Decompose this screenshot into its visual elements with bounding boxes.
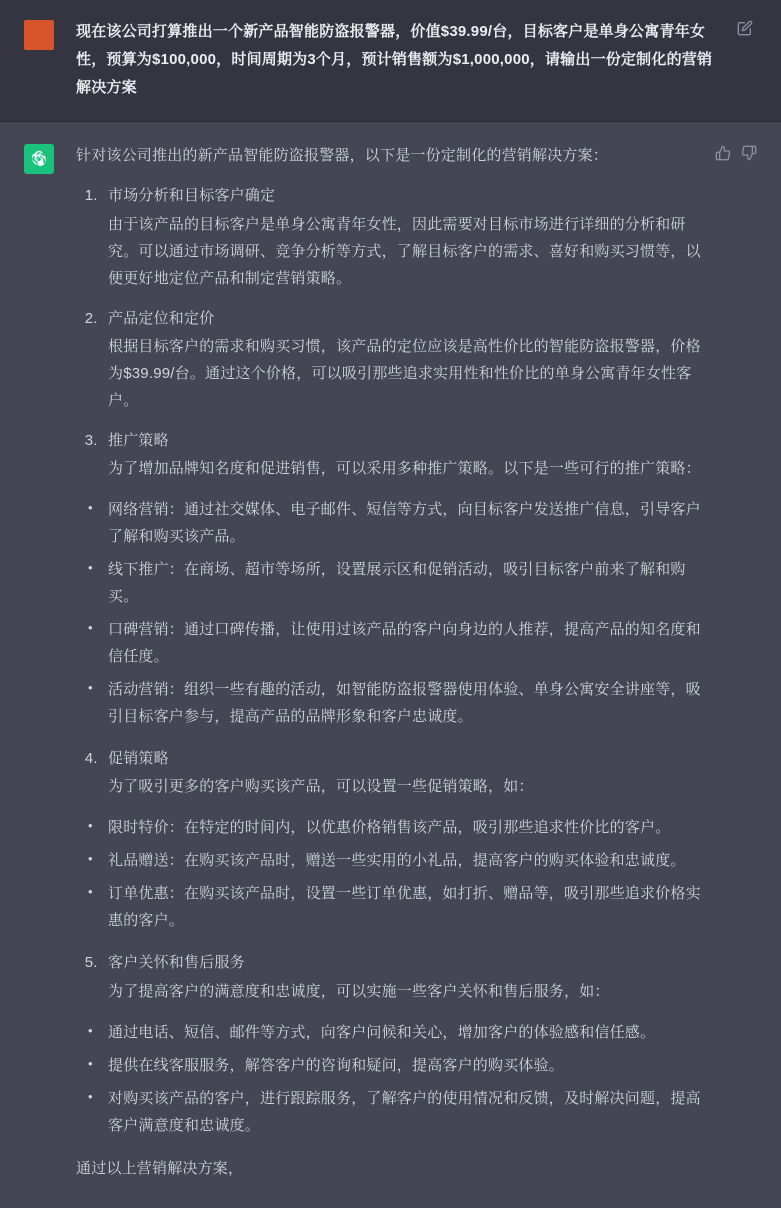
section-3 bbox=[102, 428, 707, 482]
list-item: • 网络营销：通过社交媒体、电子邮件、短信等方式，向目标客户发送推广信息，引导客户了解和购买该产品。 bbox=[102, 496, 707, 550]
assistant-message-body bbox=[54, 142, 715, 1181]
section-4 bbox=[102, 746, 707, 800]
list-item: • 活动营销：组织一些有趣的活动，如智能防盗报警器使用体验、单身公寓安全讲座等，吸引目标客户参与，提高产品的品牌形象和客户忠诚度。 bbox=[102, 676, 707, 730]
list-item: • 对购买该产品的客户，进行跟踪服务，了解客户的使用情况和反馈，及时解决问题，提高客户满意度和忠诚度。 bbox=[102, 1085, 707, 1139]
thumbs-down-icon[interactable] bbox=[741, 145, 757, 1181]
section-paragraph: 根据目标客户的需求和购买习惯，该产品的定位应该是高性价比的智能防盗报警器，价格为$39.99/台。通过这个价格，可以吸引那些追求实用性和性价比的单身公寓青年女性客户。 bbox=[108, 337, 701, 409]
section-paragraph: 为了提高客户的满意度和忠诚度，可以实施一些客户关怀和售后服务，如： bbox=[108, 982, 610, 1000]
user-message-text: 现在该公司打算推出一个新产品智能防盗报警器，价值$39.99/台，目标客户是单身公寓青年女性，预算为$100,000，时间周期为3个月，预计销售额为$1,000,000，请输出一份定制化的营销解决方案 bbox=[76, 23, 713, 96]
section-heading: 4. 促销策略 bbox=[108, 750, 169, 767]
section-5-bullets bbox=[76, 1019, 707, 1139]
list-item: • 通过电话、短信、邮件等方式，向客户问候和关心，增加客户的体验感和信任感。 bbox=[102, 1019, 707, 1046]
list-item: • 线下推广：在商场、超市等场所，设置展示区和促销活动，吸引目标客户前来了解和购买。 bbox=[102, 556, 707, 610]
solution-sections-cont-2 bbox=[76, 950, 707, 1004]
assistant-avatar bbox=[24, 144, 54, 174]
list-item: • 订单优惠：在购买该产品时，设置一些订单优惠，如打折、赠品等，吸引那些追求价格实惠的客户。 bbox=[102, 880, 707, 934]
section-5 bbox=[102, 950, 707, 1004]
edit-pencil-icon[interactable] bbox=[737, 20, 757, 101]
section-paragraph: 为了增加品牌知名度和促进销售，可以采用多种推广策略。以下是一些可行的推广策略： bbox=[108, 460, 701, 477]
list-item: • 礼品赠送：在购买该产品时，赠送一些实用的小礼品，提高客户的购买体验和忠诚度。 bbox=[102, 847, 707, 874]
section-heading: 5. 客户关怀和售后服务 bbox=[108, 954, 245, 972]
assistant-message bbox=[0, 121, 781, 1207]
thumbs-up-icon[interactable] bbox=[715, 145, 731, 1181]
solution-sections-cont-1 bbox=[76, 746, 707, 800]
section-heading: 2. 产品定位和定价 bbox=[108, 309, 215, 327]
section-1 bbox=[102, 183, 707, 291]
assistant-intro: 针对该公司推出的新产品智能防盗报警器，以下是一份定制化的营销解决方案： bbox=[76, 147, 609, 165]
solution-sections bbox=[76, 183, 707, 482]
feedback-controls bbox=[715, 145, 757, 1181]
user-avatar bbox=[24, 20, 54, 50]
user-message bbox=[0, 0, 781, 121]
list-item: • 口碑营销：通过口碑传播，让使用过该产品的客户向身边的人推荐，提高产品的知名度和信任度。 bbox=[102, 616, 707, 670]
assistant-closing: 通过以上营销解决方案， bbox=[76, 1159, 244, 1177]
section-2 bbox=[102, 306, 707, 414]
section-3-bullets bbox=[76, 496, 707, 730]
section-paragraph: 为了吸引更多的客户购买该产品，可以设置一些促销策略，如： bbox=[108, 778, 534, 796]
list-item: • 限时特价：在特定的时间内，以优惠价格销售该产品，吸引那些追求性价比的客户。 bbox=[102, 814, 707, 841]
list-item: • 提供在线客服服务，解答客户的咨询和疑问，提高客户的购买体验。 bbox=[102, 1052, 707, 1079]
section-paragraph: 由于该产品的目标客户是单身公寓青年女性，因此需要对目标市场进行详细的分析和研究。可以通过市场调研、竞争分析等方式，了解目标客户的需求、喜好和购买习惯等，以便更好地定位产品和制定营销策略。 bbox=[108, 215, 701, 287]
section-heading: 3. 推广策略 bbox=[108, 431, 169, 449]
section-heading: 1. 市场分析和目标客户确定 bbox=[108, 187, 276, 205]
section-4-bullets bbox=[76, 814, 707, 934]
